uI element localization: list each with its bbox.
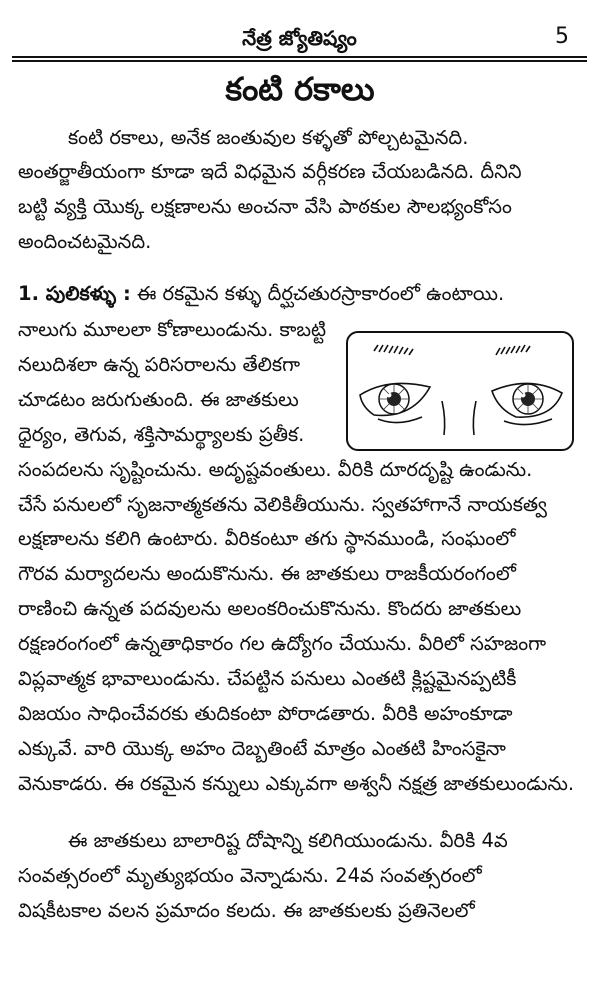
body-line: లక్షణాలను కలిగి ఉంటారు. వీరికంటూ తగు స్థానముండి, సంఘంలో bbox=[18, 527, 516, 550]
intro-line: బట్టి వ్యక్తి యొక్క లక్షణాలను అంచనా వేసి పాఠకుల సౌలభ్యంకోసం bbox=[18, 195, 512, 218]
body-line: సంపదలను సృష్టించును. అదృష్టవంతులు. వీరికి దూరదృష్టి ఉండును. bbox=[18, 458, 533, 481]
body-line: గౌరవ మర్యాదలను అందుకొనును. ఈ జాతకులు రాజకీయరంగంలో bbox=[18, 562, 516, 585]
wrapped-line: నాలుగు మూలలా కోణాలుండును. కాబట్టి bbox=[18, 318, 327, 341]
body-line: వెనుకాడరు. ఈ రకమైన కన్నులు ఎక్కువగా అశ్వనీ నక్షత్ర జాతకులుండును. bbox=[18, 772, 575, 795]
body-line: విజయం సాధించేవరకు తుదికంటా పోరాడతారు. వీరికి అహంకూడా bbox=[18, 702, 513, 725]
body-line: రాణించి ఉన్నత పదవులను అలంకరించుకొనును. కొందరు జాతకులు bbox=[18, 597, 522, 620]
body-line: సంవత్సరంలో మృత్యుభయం వెన్నాడును. 24వ సంవత్సరంలో bbox=[18, 864, 482, 887]
section-1-first-line-text: ఈ రకమైన కళ్ళు దీర్ఘచతురస్రాకారంలో ఉంటాయి. bbox=[130, 282, 505, 305]
section-heading: కంటి రకాలు bbox=[225, 70, 375, 108]
header-rule-top bbox=[12, 56, 587, 58]
wrapped-line: నలుదిశలా ఉన్న పరిసరాలను తేలికగా bbox=[18, 353, 301, 376]
body-line: రక్షణరంగంలో ఉన్నతాధికారం గల ఉద్యోగం చేయును. వీరిలో సహజంగా bbox=[18, 632, 547, 655]
wrapped-line: చూడటం జరుగుతుంది. ఈ జాతకులు bbox=[18, 388, 299, 411]
body-line: ఈ జాతకులు బాలారిష్ట దోషాన్ని కలిగియుండును. వీరికి 4వ bbox=[68, 829, 508, 852]
page-header bbox=[12, 20, 587, 54]
body-line: ఎక్కువే. వారి యొక్క అహం దెబ్బతింటే మాత్రం ఎంతటి హింసకైనా bbox=[18, 737, 506, 760]
body-line: చేసే పనులలో సృజనాత్మకతను వెలికితీయును. స్వతహాగానే నాయకత్వ bbox=[18, 493, 547, 516]
running-title: నేత్ర జ్యోతిష్యం bbox=[242, 26, 357, 50]
body-line: విప్లవాత్మక భావాలుండును. చేపట్టిన పనులు ఎంతటి క్లిష్టమైనప్పటికీ bbox=[18, 667, 517, 690]
intro-line: అందించటమైనది. bbox=[18, 230, 152, 253]
intro-line: కంటి రకాలు, అనేక జంతువుల కళ్ళతో పోల్చటమైనది. bbox=[68, 126, 469, 149]
intro-line: అంతర్జాతీయంగా కూడా ఇదే విధమైన వర్గీకరణ చేయబడినది. దీనిని bbox=[18, 160, 522, 183]
section-1-label: 1. పులికళ్ళు : bbox=[18, 282, 131, 305]
body-line: విషకీటకాల వలన ప్రమాదం కలదు. ఈ జాతకులకు ప్రతినెలలో bbox=[18, 899, 475, 922]
section-1-first-line bbox=[18, 277, 590, 311]
header-rule-bottom bbox=[12, 60, 587, 62]
tiger-eyes-illustration bbox=[346, 331, 574, 451]
wrapped-line: ధైర్యం, తెగువ, శక్తిసామర్థ్యాలకు ప్రతీక. bbox=[18, 423, 305, 446]
page-number: 5 bbox=[555, 24, 569, 49]
